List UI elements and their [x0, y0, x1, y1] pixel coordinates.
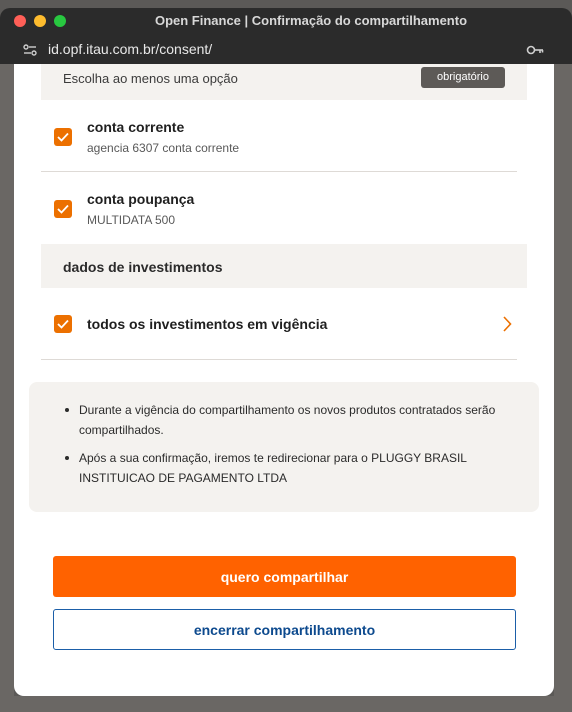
divider [41, 359, 517, 360]
checkbox-conta-poupanca[interactable] [54, 200, 72, 218]
background-bottom-edge [0, 696, 572, 712]
end-sharing-button[interactable]: encerrar compartilhamento [53, 609, 516, 650]
minimize-window-button[interactable] [34, 15, 46, 27]
browser-window [0, 8, 572, 64]
account-title: conta poupança [87, 191, 195, 207]
info-item [79, 448, 499, 488]
address-bar[interactable] [0, 36, 572, 64]
checkbox-checked-icon [57, 132, 69, 142]
background-left-edge [0, 64, 14, 712]
investments-header: dados de investimentos [63, 259, 223, 275]
key-icon[interactable] [526, 44, 544, 56]
options-hint: Escolha ao menos uma opção [63, 71, 238, 86]
info-text: Durante a vigência do compartilhamento os novos produtos contratados serão compartilhados. [79, 403, 496, 437]
checkbox-checked-icon [57, 204, 69, 214]
investments-section-header [41, 244, 527, 288]
bullet [65, 408, 69, 412]
info-item [79, 400, 499, 440]
site-settings-icon[interactable] [22, 42, 38, 58]
close-window-button[interactable] [14, 15, 26, 27]
checkbox-investments[interactable] [54, 315, 72, 333]
account-option-conta-poupanca[interactable] [41, 186, 527, 242]
background-right-edge [554, 64, 572, 712]
bullet [65, 456, 69, 460]
consent-modal [14, 64, 554, 696]
info-notice-box [29, 382, 539, 512]
info-text: Após a sua confirmação, iremos te redirecionar para o PLUGGY BRASIL INSTITUICAO DE PAGAMENTO LTDA [79, 451, 467, 485]
chevron-right-icon[interactable] [502, 316, 512, 332]
divider [41, 171, 517, 172]
required-badge: obrigatório [421, 67, 505, 88]
zoom-window-button[interactable] [54, 15, 66, 27]
options-hint-band [41, 64, 527, 100]
title-bar [0, 8, 572, 34]
share-button[interactable]: quero compartilhar [53, 556, 516, 597]
investments-option[interactable] [41, 304, 527, 344]
investments-label: todos os investimentos em vigência [87, 316, 328, 332]
account-option-conta-corrente[interactable] [41, 114, 527, 170]
account-subtitle: MULTIDATA 500 [87, 213, 176, 227]
url-text[interactable]: id.opf.itau.com.br/consent/ [48, 41, 213, 57]
checkbox-checked-icon [57, 319, 69, 329]
account-title: conta corrente [87, 119, 185, 135]
account-subtitle: agencia 6307 conta corrente [87, 141, 240, 155]
checkbox-conta-corrente[interactable] [54, 128, 72, 146]
window-title: Open Finance | Confirmação do compartilhamento [154, 13, 468, 28]
